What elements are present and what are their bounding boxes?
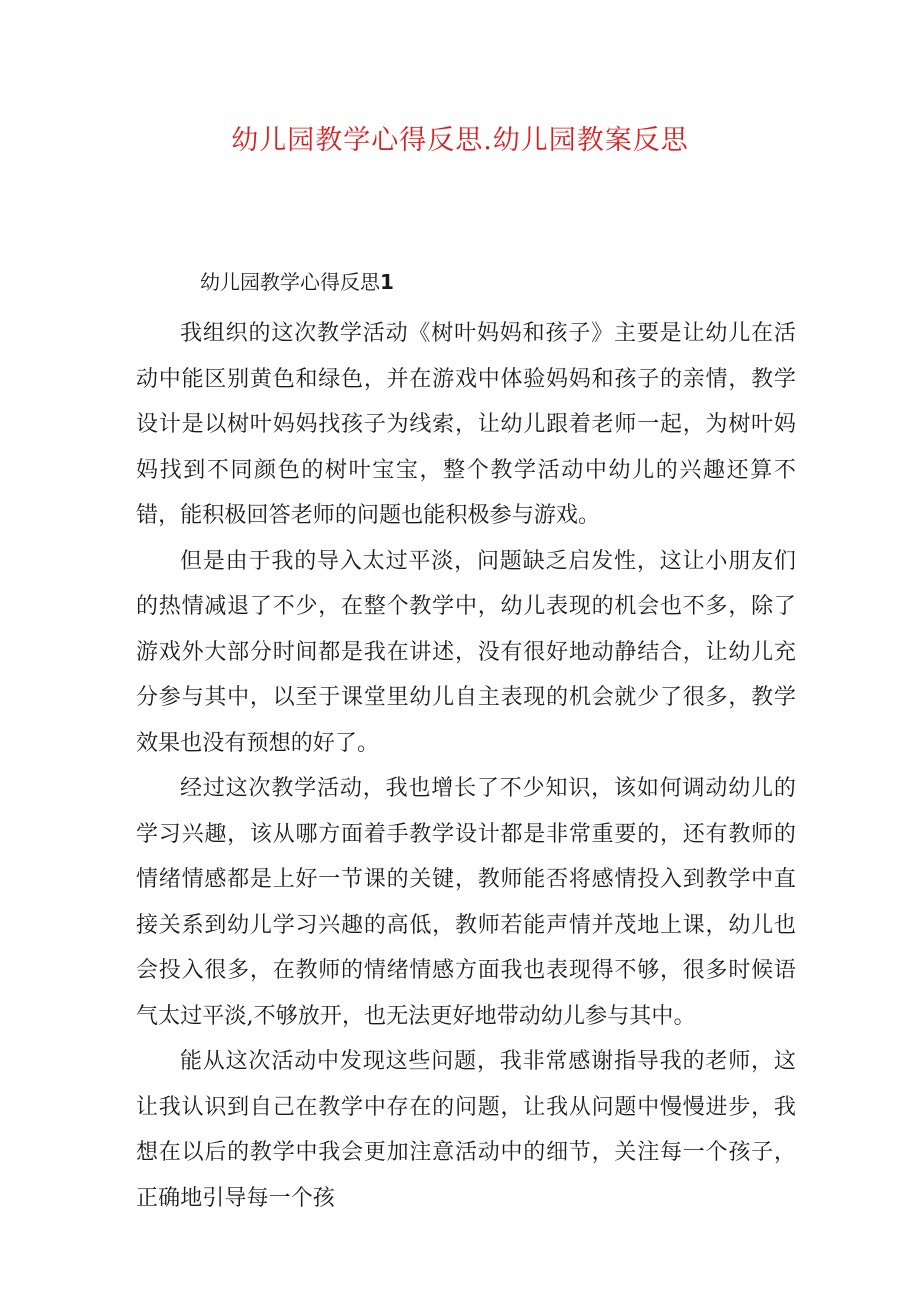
section-heading-text: 幼儿园教学心得反思 [200, 270, 380, 294]
document-body [136, 311, 796, 1221]
paragraph: 但是由于我的导入太过平淡，问题缺乏启发性，这让小朋友们的热情减退了不少，在整个教学中，幼儿表现的机会也不多，除了游戏外大部分时间都是我在讲述，没有很好地动静结合，让幼儿充分参与其中，以至于课堂里幼儿自主表现的机会就少了很多，教学效果也没有预想的好了。 [136, 548, 796, 756]
section-heading [200, 266, 394, 295]
paragraph: 我组织的这次教学活动《树叶妈妈和孩子》主要是让幼儿在活动中能区别黄色和绿色，并在游戏中体验妈妈和孩子的亲情，教学设计是以树叶妈妈找孩子为线索，让幼儿跟着老师一起，为树叶妈妈找到不同颜色的树叶宝宝，整个教学活动中幼儿的兴趣还算不错，能积极回答老师的问题也能积极参与游戏。 [136, 321, 796, 528]
section-heading-number: 1 [380, 270, 394, 294]
paragraph: 能从这次活动中发现这些问题，我非常感谢指导我的老师，这让我认识到自己在教学中存在的问题，让我从问题中慢慢进步，我想在以后的教学中我会更加注意活动中的细节，关注每一个孩子，正确地引导每一个孩 [136, 1049, 796, 1211]
paragraph: 经过这次教学活动，我也增长了不少知识，该如何调动幼儿的学习兴趣，该从哪方面着手教学设计都是非常重要的，还有教师的情绪情感都是上好一节课的关键，教师能否将感情投入到教学中直接关系到幼儿学习兴趣的高低，教师若能声情并茂地上课，幼儿也会投入很多，在教师的情绪情感方面我也表现得不够，很多时候语气太过平淡,不够放开，也无法更好地带动幼儿参与其中。 [136, 776, 796, 1029]
document-title: 幼儿园教学心得反思.幼儿园教案反思 [231, 125, 689, 156]
